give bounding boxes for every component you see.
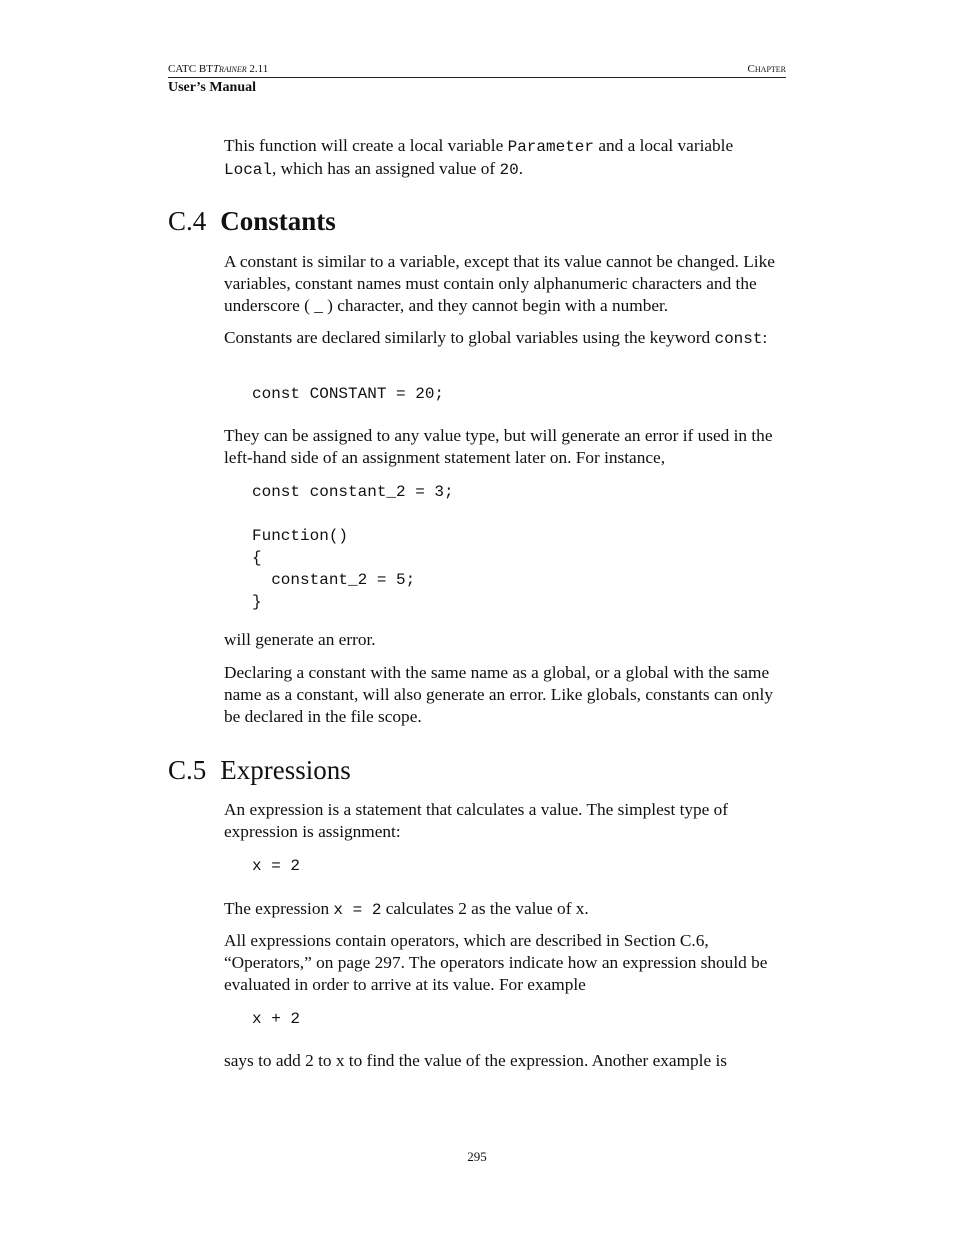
constants-paragraph-1: A constant is similar to a variable, except that its value cannot be changed. Like variables, constant names must contain only alphanumeric characters and the underscore ( _ ) character, and they cannot begin with a number.: [224, 252, 775, 315]
inline-code-x-equals-2: x = 2: [333, 901, 382, 919]
inline-code-local: Local: [224, 161, 273, 179]
code-block-x-equals-2: x = 2: [252, 857, 301, 875]
expressions-p2-text-a: The expression: [224, 899, 334, 918]
page-number: 295: [467, 1149, 487, 1164]
section-number: C.5: [168, 755, 207, 785]
inline-code-const: const: [714, 330, 763, 348]
header-chapter: Chapter: [747, 63, 786, 75]
section-heading-expressions: [168, 754, 351, 786]
header-product-prefix: CATC BT: [168, 63, 213, 75]
constants-p2-colon: :: [762, 328, 768, 347]
header-product: [168, 62, 268, 76]
header-product-version: 2.11: [246, 63, 269, 75]
intro-text-d: .: [518, 159, 524, 178]
expressions-paragraph-3: All expressions contain operators, which are described in Section C.6, “Operators,” on page 297. The operators indicate how an expression should be evaluated in order to arrive at its value. For example: [224, 931, 768, 994]
inline-code-parameter: Parameter: [507, 138, 595, 156]
constants-paragraph-3: They can be assigned to any value type, but will generate an error if used in the left-hand side of an assignment statement later on. For instance,: [224, 426, 773, 467]
intro-text-c: , which has an assigned value of: [272, 159, 500, 178]
intro-text-a: This function will create a local variable: [224, 136, 508, 155]
code-block-constant-2: const constant_2 = 3; Function() { constant_2 = 5; }: [252, 483, 454, 611]
constants-p2-text: Constants are declared similarly to global variables using the keyword: [224, 328, 715, 347]
code-block-x-plus-2: x + 2: [252, 1010, 301, 1028]
section-number: C.4: [168, 206, 207, 236]
expressions-p2-text-b: calculates 2 as the value of x.: [381, 899, 589, 918]
constants-paragraph-5: Declaring a constant with the same name as a global, or a global with the same name as a constant, will also generate an error. Like globals, constants can only be declared in the file scope.: [224, 663, 773, 726]
expressions-paragraph-1: An expression is a statement that calculates a value. The simplest type of expression is assignment:: [224, 800, 729, 841]
section-title: Expressions: [220, 755, 351, 785]
inline-code-20: 20: [499, 161, 519, 179]
expressions-paragraph-2: [224, 898, 786, 921]
header-rule-row: [168, 62, 786, 78]
constants-paragraph-4: will generate an error.: [224, 630, 376, 649]
section-heading-constants: [168, 205, 336, 237]
intro-paragraph: [224, 135, 786, 181]
expressions-paragraph-4: says to add 2 to x to find the value of the expression. Another example is: [224, 1051, 727, 1070]
intro-text-b: and a local variable: [594, 136, 734, 155]
running-header: [168, 62, 786, 96]
code-block-const-constant: const CONSTANT = 20;: [252, 385, 445, 403]
constants-paragraph-2: [224, 327, 786, 350]
header-product-italic: Trainer: [212, 63, 247, 75]
section-title: Constants: [220, 206, 336, 236]
header-subtitle: User’s Manual: [168, 80, 257, 95]
